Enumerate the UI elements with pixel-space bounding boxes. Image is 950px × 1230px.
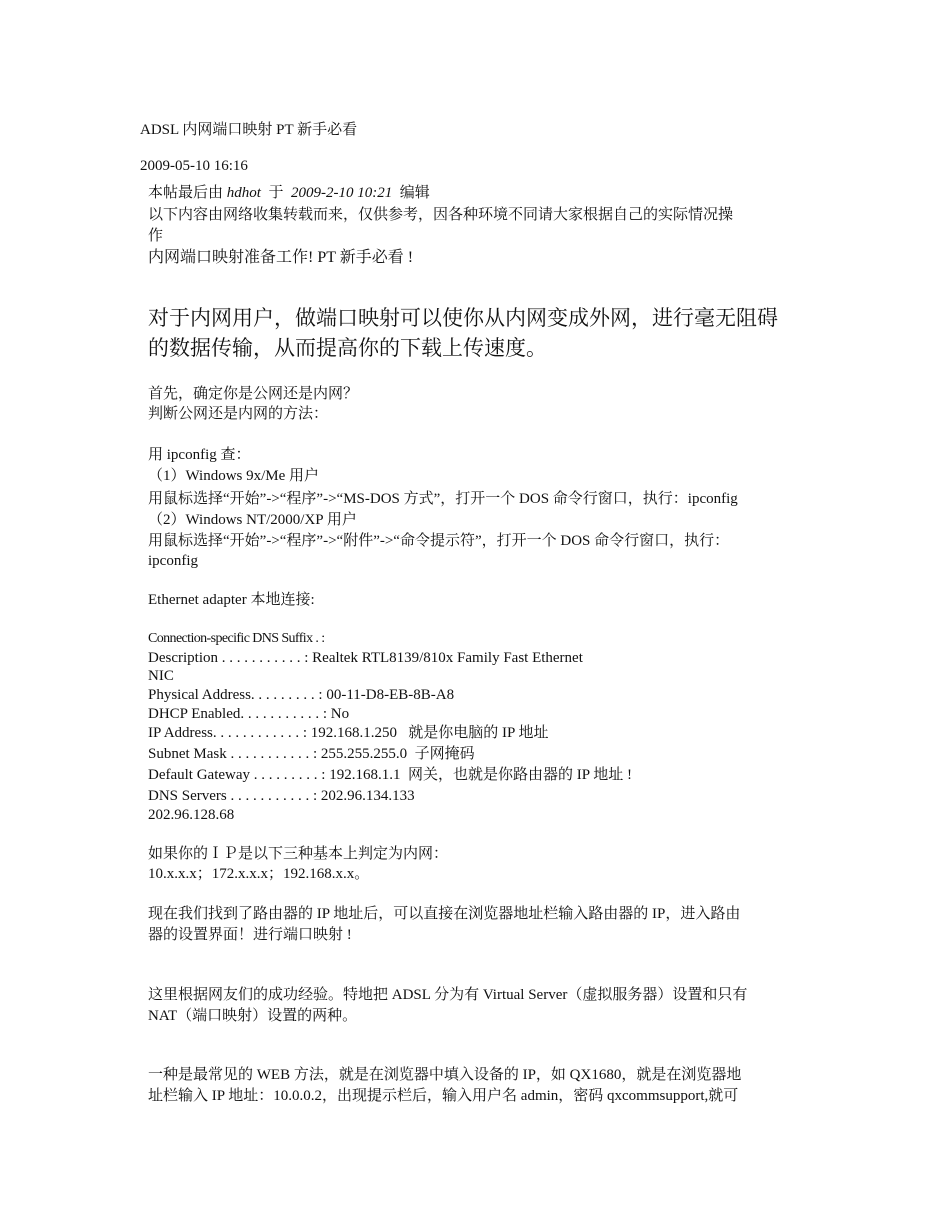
edit-user: hdhot <box>226 185 261 201</box>
edit-mid: 于 <box>260 185 291 201</box>
post-title: ADSL 内网端口映射 PT 新手必看 <box>140 122 358 138</box>
router-para-line-2: 器的设置界面！进行端口映射 ! <box>148 927 352 943</box>
cfg-dns-servers: DNS Servers . . . . . . . . . . . : 202.96.134.133 <box>148 788 415 804</box>
edit-time: 2009-2-10 10:21 <box>290 185 393 201</box>
winnt-steps-line-1: 用鼠标选择“开始”->“程序”->“附件”->“命令提示符”，打开一个 DOS 命令行窗口，执行： <box>148 533 730 549</box>
win9x-heading: （1）Windows 9x/Me 用户 <box>148 468 320 484</box>
cfg-ip-address: IP Address. . . . . . . . . . . . : 192.168.1.250 就是你电脑的 IP 地址 <box>148 725 549 741</box>
intro-line-2: 的数据传输，从而提高你的下载上传速度。 <box>148 336 547 360</box>
disclaimer-line-2: 作 <box>148 228 164 244</box>
winnt-steps-line-2: ipconfig <box>148 553 198 569</box>
edit-prefix: 本帖最后由 <box>148 185 227 201</box>
edit-note <box>148 184 430 203</box>
cfg-description: Description . . . . . . . . . . . : Realtek RTL8139/810x Family Fast Ethernet <box>148 650 583 666</box>
private-ranges-line-2: 10.x.x.x；172.x.x.x；192.168.x.x。 <box>148 866 370 882</box>
cfg-subnet-mask: Subnet Mask . . . . . . . . . . . : 255.255.255.0 子网掩码 <box>148 746 475 762</box>
adapter-heading: Ethernet adapter 本地连接: <box>148 592 315 608</box>
types-para-line-2: NAT（端口映射）设置的两种。 <box>148 1008 358 1024</box>
web-para-line-2: 址栏输入 IP 地址：10.0.0.2，出现提示栏后，输入用户名 admin，密码 qxcommsupport,就可 <box>148 1088 739 1104</box>
intro-line-1: 对于内网用户，做端口映射可以使你从内网变成外网，进行毫无阻碍 <box>148 306 778 330</box>
post-date: 2009-05-10 16:16 <box>140 158 248 174</box>
cfg-dns-suffix: Connection-specific DNS Suffix . : <box>148 631 325 646</box>
win9x-steps: 用鼠标选择“开始”->“程序”->“MS-DOS 方式”，打开一个 DOS 命令行窗口，执行：ipconfig <box>148 491 738 507</box>
cfg-dns-servers-cont: 202.96.128.68 <box>148 807 235 823</box>
router-para-line-1: 现在我们找到了路由器的 IP 地址后，可以直接在浏览器地址栏输入路由器的 IP，进入路由 <box>148 906 741 922</box>
cfg-default-gateway: Default Gateway . . . . . . . . . : 192.168.1.1 网关，也就是你路由器的 IP 地址 ! <box>148 767 632 783</box>
section-heading: 内网端口映射准备工作! PT 新手必看 ! <box>148 249 414 266</box>
edit-suffix: 编辑 <box>392 185 430 201</box>
cfg-dhcp: DHCP Enabled. . . . . . . . . . . : No <box>148 706 350 722</box>
question-line-1: 首先，确定你是公网还是内网？ <box>148 386 359 402</box>
ipconfig-heading: 用 ipconfig 查： <box>148 447 251 463</box>
cfg-physical-address: Physical Address. . . . . . . . . : 00-11-D8-EB-8B-A8 <box>148 687 455 703</box>
question-line-2: 判断公网还是内网的方法： <box>148 406 329 422</box>
cfg-description-cont: NIC <box>148 668 174 684</box>
disclaimer-line-1: 以下内容由网络收集转载而来，仅供参考，因各种环境不同请大家根据自己的实际情况操 <box>148 207 734 223</box>
types-para-line-1: 这里根据网友们的成功经验。特地把 ADSL 分为有 Virtual Server（虚拟服务器）设置和只有 <box>148 987 748 1003</box>
winnt-heading: （2）Windows NT/2000/XP 用户 <box>148 512 357 528</box>
web-para-line-1: 一种是最常见的 WEB 方法，就是在浏览器中填入设备的 IP，如 QX1680，就是在浏览器地 <box>148 1067 742 1083</box>
private-ranges-line-1: 如果你的ＩＰ是以下三种基本上判定为内网： <box>148 846 449 862</box>
